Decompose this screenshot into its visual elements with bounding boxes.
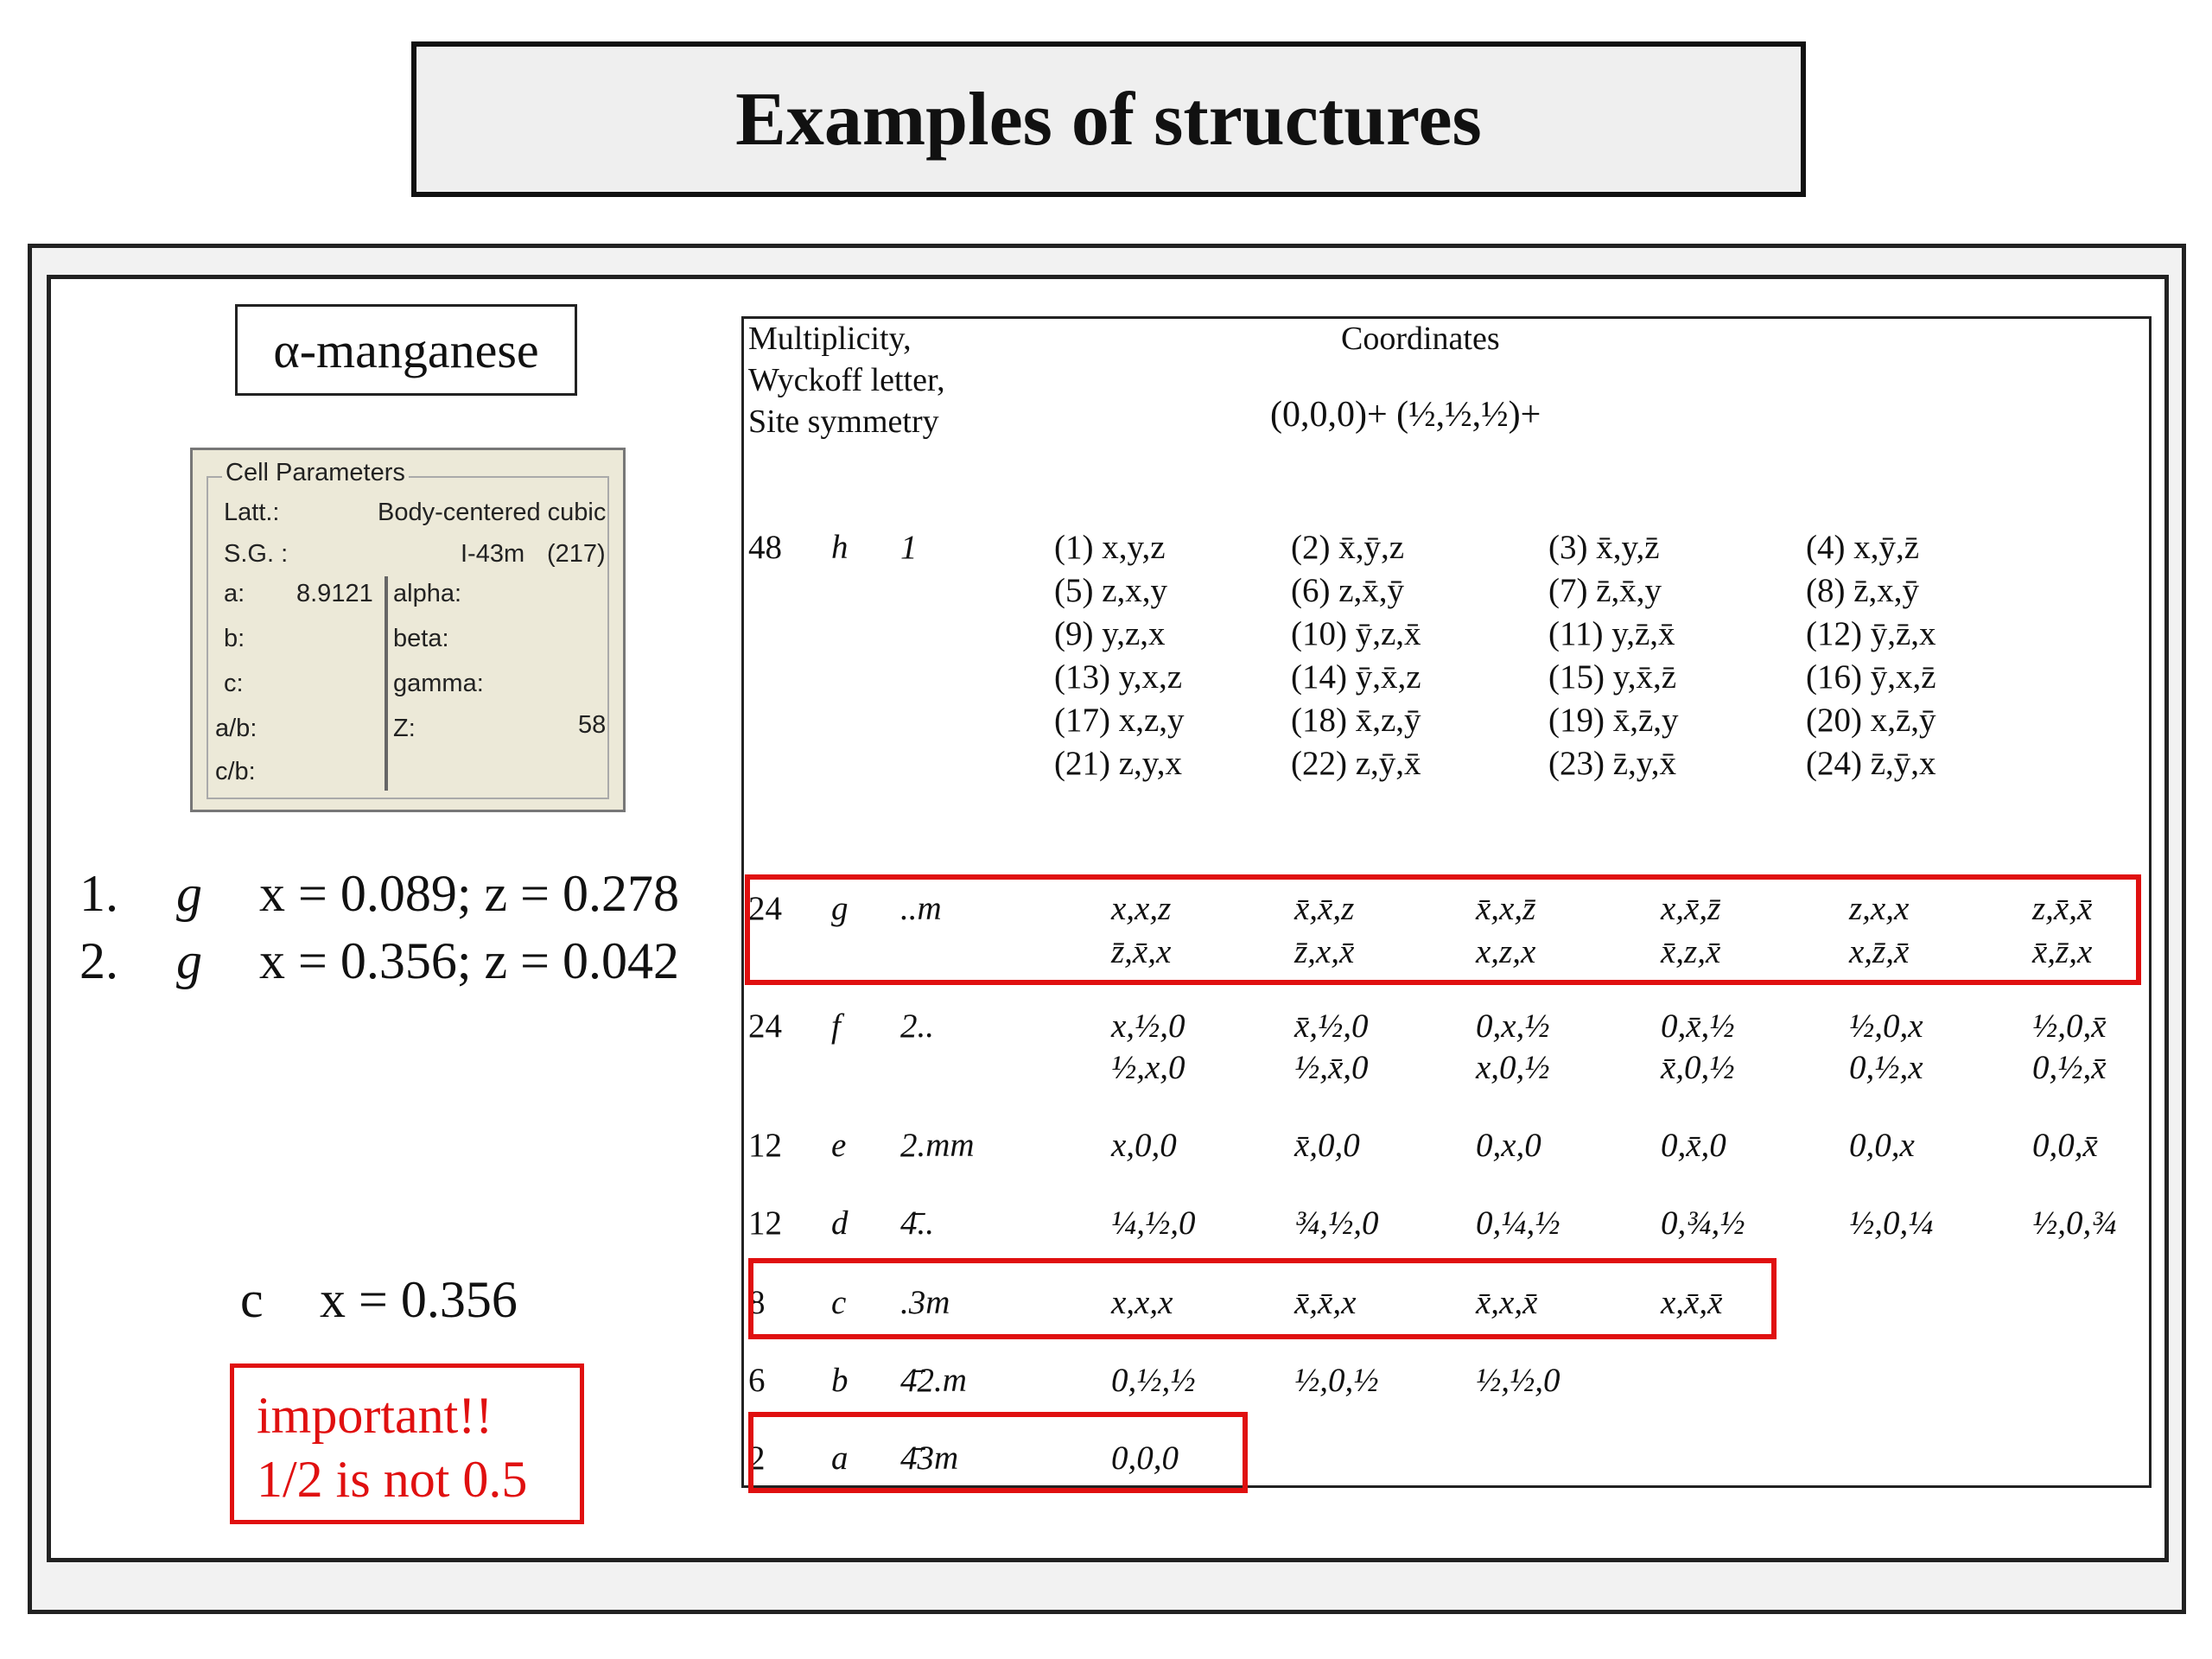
row-multiplicity: 6 [748, 1362, 766, 1399]
material-name: α-manganese [273, 321, 539, 378]
position-line-1 [79, 864, 679, 924]
coordinate: (1) x,y,z [1054, 529, 1166, 566]
gamma-label: gamma: [393, 670, 484, 697]
coordinate: (5) z,x,y [1054, 572, 1168, 609]
c-label: c: [224, 670, 244, 697]
coordinate: (8) z̄,x,ȳ [1806, 572, 1920, 609]
coordinate: x,0,0 [1111, 1127, 1177, 1164]
coordinate: 0,½,½ [1111, 1362, 1196, 1399]
z-value: 58 [578, 711, 607, 739]
coordinate: 0,0,x [1849, 1127, 1915, 1164]
material-label [235, 304, 577, 396]
header-site-symmetry: Site symmetry [748, 404, 939, 440]
coordinate: ½,x̄,0 [1294, 1049, 1369, 1086]
coordinate: x̄,x̄,z [1294, 890, 1355, 927]
coordinate: (16) ȳ,x,z̄ [1806, 658, 1936, 696]
row-wyckoff-letter: e [831, 1127, 847, 1164]
row-site-symmetry: 4̄3m [900, 1440, 959, 1477]
coordinate: (17) x,z,y [1054, 702, 1185, 739]
z-label: Z: [393, 715, 416, 742]
cell-divider [385, 576, 388, 791]
coordinate: (14) ȳ,x̄,z [1291, 658, 1421, 696]
coordinate: ½,½,0 [1476, 1362, 1560, 1399]
coordinate: (20) x,z̄,ȳ [1806, 702, 1936, 739]
coordinate: x̄,z̄,x [2032, 933, 2093, 970]
sg-value: I-43m [461, 540, 525, 568]
row-wyckoff-letter: c [831, 1284, 847, 1321]
sg-number: (217) [547, 540, 606, 568]
row-wyckoff-letter: f [831, 1007, 841, 1045]
coordinate: (18) x̄,z,ȳ [1291, 702, 1421, 739]
row-multiplicity: 2 [748, 1440, 766, 1477]
coordinate: z,x̄,x̄ [2032, 890, 2093, 927]
row-wyckoff-letter: h [831, 529, 849, 566]
coordinate: 0,¾,½ [1661, 1205, 1745, 1242]
coordinate: ½,x,0 [1111, 1049, 1185, 1086]
coordinate: z̄,x̄,x [1111, 933, 1172, 970]
coordinate: x,x,z [1111, 890, 1172, 927]
coordinate: x̄,x,z̄ [1476, 890, 1536, 927]
coordinate: (2) x̄,ȳ,z [1291, 529, 1405, 566]
position-wyckoff: g [176, 865, 202, 922]
row-multiplicity: 12 [748, 1205, 782, 1242]
coordinate: ½,0,x [1849, 1007, 1923, 1045]
coordinate: 0,x,0 [1476, 1127, 1541, 1164]
highlight-2a [748, 1412, 1248, 1493]
a-label: a: [224, 580, 245, 607]
c-position-wyckoff: c [240, 1271, 264, 1328]
coordinate: x,½,0 [1111, 1007, 1185, 1045]
coordinate: z,x,x [1849, 890, 1910, 927]
c-position-line [240, 1270, 518, 1330]
coordinate: x̄,0,0 [1294, 1127, 1360, 1164]
c-position-params: x = 0.356 [320, 1271, 518, 1328]
coordinate: ½,0,¾ [2032, 1205, 2117, 1242]
position-index: 1. [79, 865, 118, 922]
position-wyckoff: g [176, 932, 202, 989]
row-site-symmetry: .3m [900, 1284, 950, 1321]
a-value: 8.9121 [296, 580, 373, 607]
coordinate: (15) y,x̄,z̄ [1548, 658, 1677, 696]
coordinate: (6) z,x̄,ȳ [1291, 572, 1405, 609]
coordinate: 0,¼,½ [1476, 1205, 1560, 1242]
coordinate: x,x̄,z̄ [1661, 890, 1721, 927]
row-site-symmetry: 2.. [900, 1007, 934, 1045]
row-site-symmetry: 4̄2.m [900, 1362, 967, 1399]
row-wyckoff-letter: g [831, 890, 849, 927]
row-wyckoff-letter: a [831, 1440, 849, 1477]
coordinate: (12) ȳ,z̄,x [1806, 615, 1936, 652]
coordinate: 0,0,x̄ [2032, 1127, 2098, 1164]
row-multiplicity: 8 [748, 1284, 766, 1321]
position-params: x = 0.356; z = 0.042 [259, 932, 679, 989]
coordinate: (4) x,ȳ,z̄ [1806, 529, 1920, 566]
row-site-symmetry: 1 [900, 529, 918, 566]
cb-label: c/b: [215, 758, 256, 785]
coordinate: 0,x̄,½ [1661, 1007, 1735, 1045]
row-multiplicity: 12 [748, 1127, 782, 1164]
row-multiplicity: 24 [748, 890, 782, 927]
ab-label: a/b: [215, 715, 257, 742]
coordinate: x̄,z,x̄ [1661, 933, 1721, 970]
coordinate: (19) x̄,z̄,y [1548, 702, 1679, 739]
coordinate: (7) z̄,x̄,y [1548, 572, 1662, 609]
coordinate: x,z,x [1476, 933, 1536, 970]
row-site-symmetry: 2.mm [900, 1127, 975, 1164]
position-line-2 [79, 931, 679, 991]
coordinate: (11) y,z̄,x̄ [1548, 615, 1675, 652]
coordinate: ½,0,x̄ [2032, 1007, 2107, 1045]
coordinate: x̄,½,0 [1294, 1007, 1369, 1045]
coordinate: z̄,x,x̄ [1294, 933, 1355, 970]
coordinate: 0,½,x [1849, 1049, 1923, 1086]
coordinate: 0,x,½ [1476, 1007, 1550, 1045]
coordinate: ¾,½,0 [1294, 1205, 1379, 1242]
header-centering: (0,0,0)+ (½,½,½)+ [1270, 395, 1541, 435]
header-multiplicity: Multiplicity, [748, 321, 912, 357]
coordinate: (13) y,x,z [1054, 658, 1183, 696]
coordinate: x,x̄,x̄ [1661, 1284, 1723, 1321]
row-multiplicity: 24 [748, 1007, 782, 1045]
note-line-1: important!! [257, 1387, 493, 1444]
coordinate: (22) z,ȳ,x̄ [1291, 745, 1421, 782]
position-params: x = 0.089; z = 0.278 [259, 865, 679, 922]
beta-label: beta: [393, 625, 449, 652]
row-wyckoff-letter: d [831, 1205, 849, 1242]
coordinate: x,x,x [1111, 1284, 1173, 1321]
coordinate: (24) z̄,ȳ,x [1806, 745, 1936, 782]
important-note [230, 1363, 584, 1524]
row-site-symmetry: 4̄.. [900, 1205, 934, 1242]
highlight-24g [745, 874, 2141, 985]
coordinate: x,0,½ [1476, 1049, 1550, 1086]
coordinate: ½,0,½ [1294, 1362, 1379, 1399]
coordinate: x̄,x,x̄ [1476, 1284, 1538, 1321]
row-multiplicity: 48 [748, 529, 782, 566]
coordinate: ½,0,¼ [1849, 1205, 1934, 1242]
note-line-2: 1/2 is not 0.5 [257, 1451, 528, 1508]
coordinate: 0,½,x̄ [2032, 1049, 2107, 1086]
row-site-symmetry: ..m [900, 890, 942, 927]
coordinate: (3) x̄,y,z̄ [1548, 529, 1660, 566]
coordinate: 0,x̄,0 [1661, 1127, 1726, 1164]
header-wyckoff-letter: Wyckoff letter, [748, 362, 945, 398]
cell-parameters-panel [190, 448, 626, 812]
b-label: b: [224, 625, 245, 652]
alpha-label: alpha: [393, 580, 462, 607]
latt-label: Latt.: [224, 499, 280, 526]
highlight-8c [748, 1258, 1777, 1339]
coordinate: (21) z,y,x [1054, 745, 1183, 782]
header-coordinates: Coordinates [1341, 321, 1500, 357]
slide-title: Examples of structures [735, 77, 1482, 162]
position-index: 2. [79, 932, 118, 989]
coordinate: x̄,0,½ [1661, 1049, 1735, 1086]
latt-value: Body-centered cubic [378, 499, 607, 526]
title-box [411, 41, 1806, 197]
coordinate: x̄,x̄,x [1294, 1284, 1357, 1321]
row-wyckoff-letter: b [831, 1362, 849, 1399]
coordinate: (10) ȳ,z,x̄ [1291, 615, 1421, 652]
coordinate: 0,0,0 [1111, 1440, 1179, 1477]
coordinate: ¼,½,0 [1111, 1205, 1196, 1242]
coordinate: (23) z̄,y,x̄ [1548, 745, 1677, 782]
sg-label: S.G. : [224, 540, 289, 568]
coordinate: (9) y,z,x [1054, 615, 1166, 652]
coordinate: x,z̄,x̄ [1849, 933, 1910, 970]
cell-parameters-title: Cell Parameters [222, 459, 409, 487]
